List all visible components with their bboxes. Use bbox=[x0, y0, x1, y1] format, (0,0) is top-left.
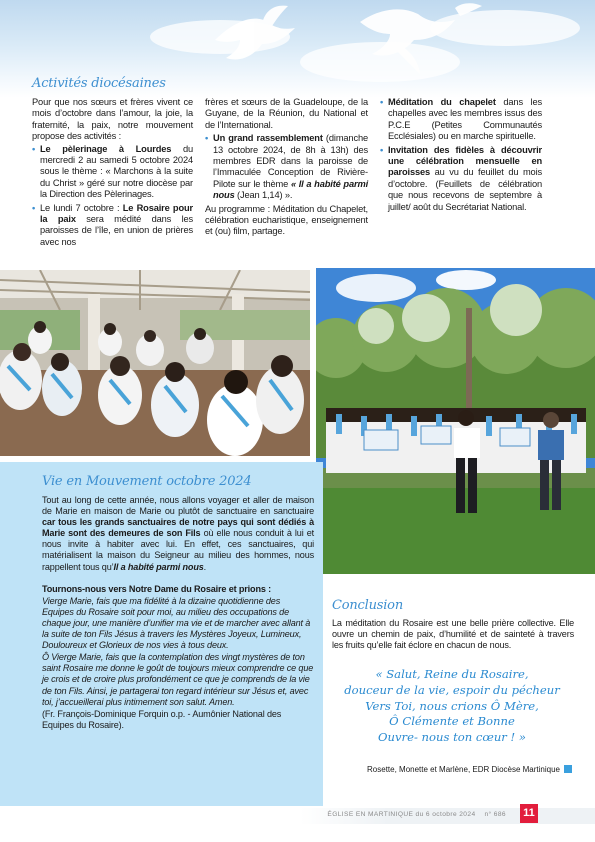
activites-list-2 bbox=[205, 133, 368, 201]
activites-intro: Pour que nos sœurs et frères vivent ce mois d’octobre dans l’amour, la joie, la fraternité, la paix, notre mouvement propose des activités : bbox=[32, 97, 193, 142]
vie-paragraph: Tout au long de cette année, nous allons voyager et aller de maison de Marie en maison de Marie ou plutôt de sanctuaire en sanctuaire car tous les grands sanctuaires de notre pays qui sont dédiés à Marie sont des demeures de son Fils où elle nous conduit à lui et nous invite à habiter avec lui. En effet, ces sanctuaires, qui matérialisent la maison du Seigneur au milieu des hommes, nous rappellent tous qu’Il a habité parmi nous. bbox=[42, 495, 314, 572]
signature-text: Rosette, Monette et Marlène, EDR Diocèse Martinique bbox=[367, 765, 560, 774]
vie-content bbox=[42, 495, 314, 732]
page-number: 11 bbox=[520, 804, 538, 823]
activites-list-1 bbox=[32, 144, 193, 249]
section-title-vie-en-mouvement: Vie en Mouvement octobre 2024 bbox=[42, 474, 252, 489]
signature-square bbox=[564, 765, 572, 773]
section-title-activites: Activités diocésaines bbox=[32, 76, 166, 91]
prayer-part-1: Vierge Marie, fais que ma fidélité à la dizaine quotidienne des Equipes du Rosaire soit pour moi, au milieu des occupations de chaque jour, une manière d’unifier ma vie et de marcher avec allant à la suite de ton Fils Jésus à travers les Mystères Joyeux, Lumineux, Douloureux et Glorieux de nos vies à tous deux. bbox=[42, 595, 311, 651]
activity-item-invitation: • Invitation des fidèles à découvrir une célébration mensuelle en paroisses au vu du feuillet du mois d’octobre. (Feuillets de célébration que nous recevons de septembre à juillet/ août du Secrétariat National. bbox=[380, 145, 542, 213]
prayer-credit: (Fr. François-Dominique Forquin o.p. - Aumônier National des Equipes du Rosaire). bbox=[42, 708, 282, 730]
prayer-title: Tournons-nous vers Notre Dame du Rosaire et prions : bbox=[42, 583, 272, 594]
activites-list-3 bbox=[380, 97, 542, 213]
activity-item-lourdes: • Le pèlerinage à Lourdes du mercredi 2 au samedi 5 octobre 2024 sous le thème : « Marchons à la suite du Christ » géré sur notre diocèse par la Direction des Pèlerinages. bbox=[32, 144, 193, 201]
activites-col2-continuation: frères et sœurs de la Guadeloupe, de la Guyane, de la Réunion, du National et de l’International. bbox=[205, 97, 368, 130]
footer-publication: ÉGLISE EN MARTINIQUE du 6 octobre 2024 n° 686 bbox=[327, 811, 506, 818]
photo-assembly-indoor bbox=[0, 270, 310, 456]
quote-line: Ô Clémente et Bonne bbox=[389, 714, 515, 729]
signature bbox=[340, 765, 572, 774]
photo-assembly-outdoor bbox=[316, 268, 595, 574]
conclusion-text: La méditation du Rosaire est une belle prière collective. Elle ouvre un chemin de paix, d’humilité et de sainteté à travers les fruits qu’elle fait éclore en chacun de nous. bbox=[332, 618, 574, 651]
activity-program: Au programme : Méditation du Chapelet, célébration eucharistique, enseignement et (ou) film, partage. bbox=[205, 203, 368, 237]
prayer-part-2: Ô Vierge Marie, fais que la contemplation des vingt mystères de ton saint Rosaire me donne le goût de toujours mieux comprendre ce que je crois et de croire plus profondément ce que je comprends de la vie de ton Fils. Ainsi, je partagerai ton regard intérieur sur Jésus et, avec toi, j’accueillerai plus intimement son salut. Amen. bbox=[42, 652, 314, 707]
activity-item-rosaire: • Le lundi 7 octobre : Le Rosaire pour la paix sera médité dans les paroisses de l’île, en union de prières avec nos bbox=[32, 203, 193, 249]
activity-item-rassemblement: • Un grand rassemblement (dimanche 13 octobre 2024, de 8h à 13h) des membres EDR dans la paroisse de l’Immaculée Conception de Rivière-Pilote sur le thème « Il a habité parmi nous (Jean 1,14) ». bbox=[205, 133, 368, 201]
quote-line: « Salut, Reine du Rosaire, bbox=[375, 667, 529, 681]
activites-column-2 bbox=[205, 97, 368, 239]
quote-line: Ouvre- nous ton cœur ! » bbox=[378, 730, 526, 745]
quote-line: Vers Toi, nous crions Ô Mère, bbox=[365, 698, 539, 713]
activites-column-1 bbox=[32, 97, 193, 250]
rosary-quote bbox=[332, 667, 572, 746]
quote-line: douceur de la vie, espoir du pécheur bbox=[344, 682, 560, 697]
section-title-conclusion: Conclusion bbox=[332, 598, 403, 613]
activites-column-3 bbox=[380, 97, 542, 215]
activity-item-chapelet: • Méditation du chapelet dans les chapelles avec les membres issus des P.C.E (Petites Communautés Ecclésiales) ou en marche spirituelle. bbox=[380, 97, 542, 143]
